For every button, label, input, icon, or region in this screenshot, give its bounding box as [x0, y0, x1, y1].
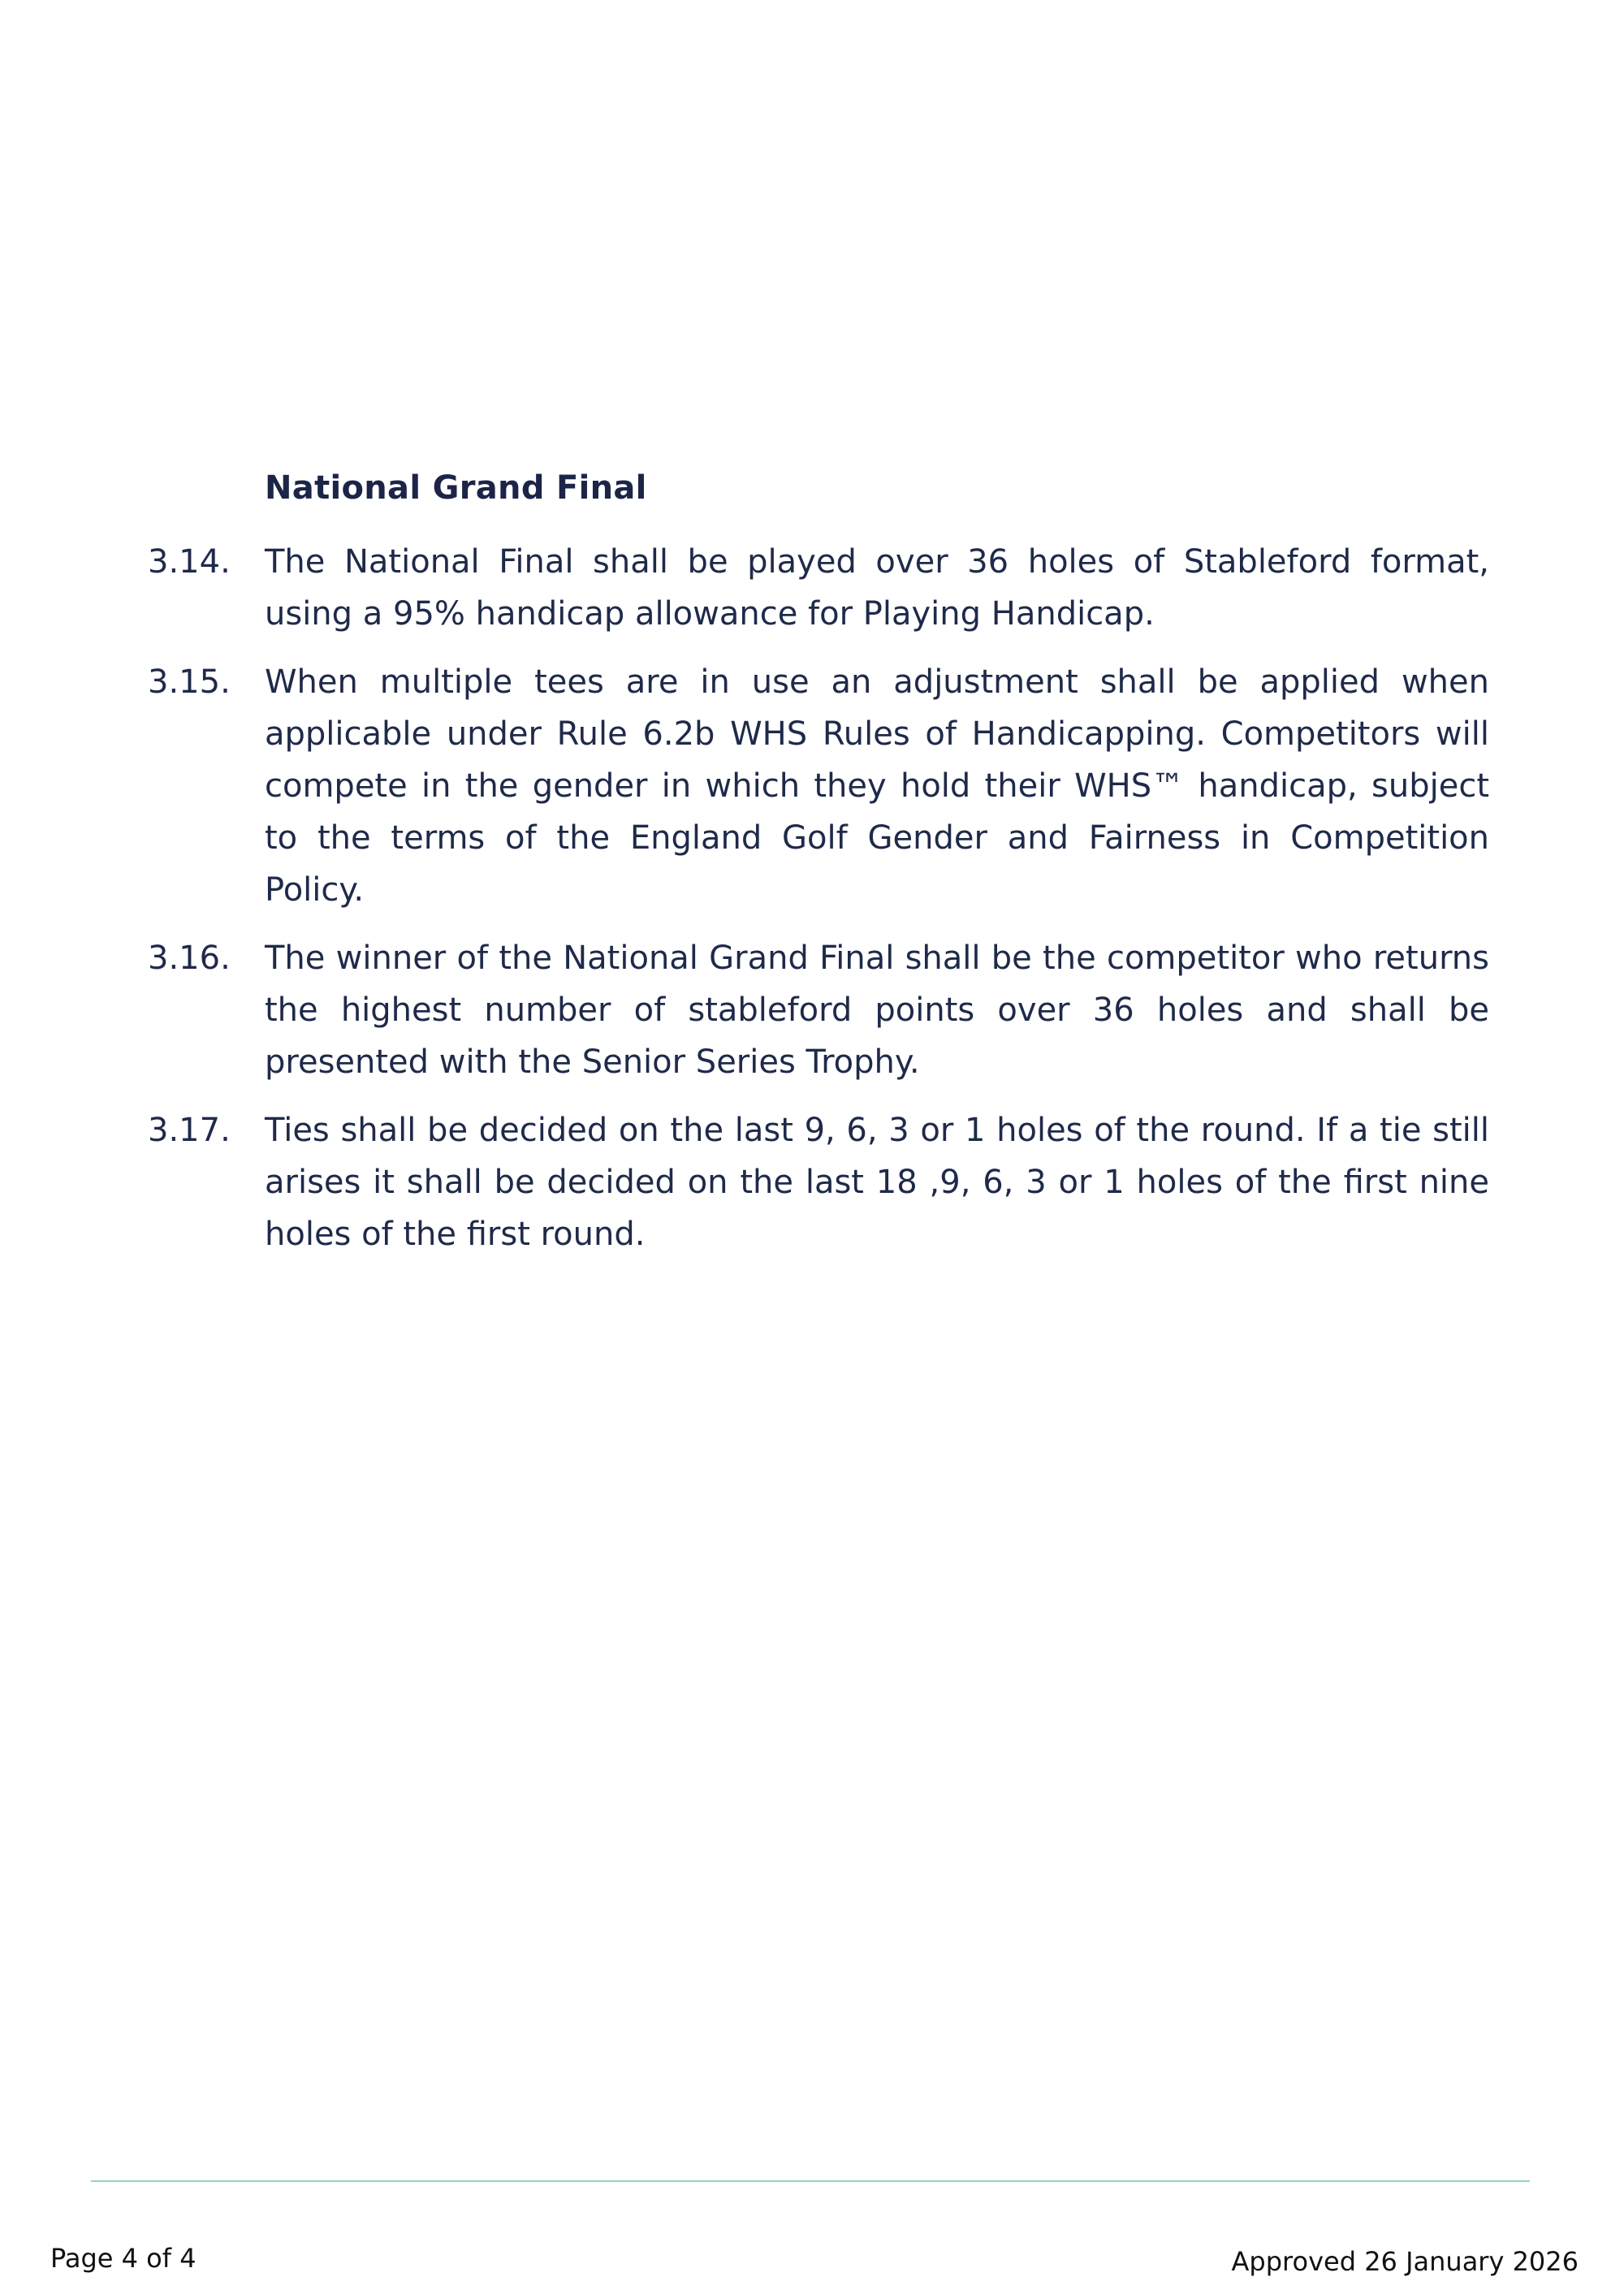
approval-date: Approved 26 January 2026 [1231, 2246, 1579, 2277]
clause-number: 3.14. [148, 543, 231, 581]
clause-text: Ties shall be decided on the last 9, 6, 3 or 1 holes of the round. If a tie still arises it shall be decided on the last 18 ,9, 6, 3 or 1 holes of the first nine holes of the first round. [265, 1112, 1489, 1253]
page-number: Page 4 of 4 [50, 2243, 197, 2274]
section-heading: National Grand Final [265, 469, 647, 507]
footer-divider [91, 2180, 1530, 2182]
clause-text: The winner of the National Grand Final shall be the competitor who returns the highest number of stableford points over 36 holes and shall be presented with the Senior Series Trophy. [265, 940, 1489, 1081]
clause-number: 3.16. [148, 940, 231, 977]
clause-number: 3.15. [148, 663, 231, 701]
clause-text: When multiple tees are in use an adjustment shall be applied when applicable under Rule 6.2b WHS Rules of Handicapping. Competitors will compete in the gender in which they hold their WHS™ handicap, subject to the terms of the England Golf Gender and Fairness in Competition Policy. [265, 663, 1489, 909]
clause-number: 3.17. [148, 1112, 231, 1149]
clause-text: The National Final shall be played over 36 holes of Stableford format, using a 95% handicap allowance for Playing Handicap. [265, 543, 1489, 633]
